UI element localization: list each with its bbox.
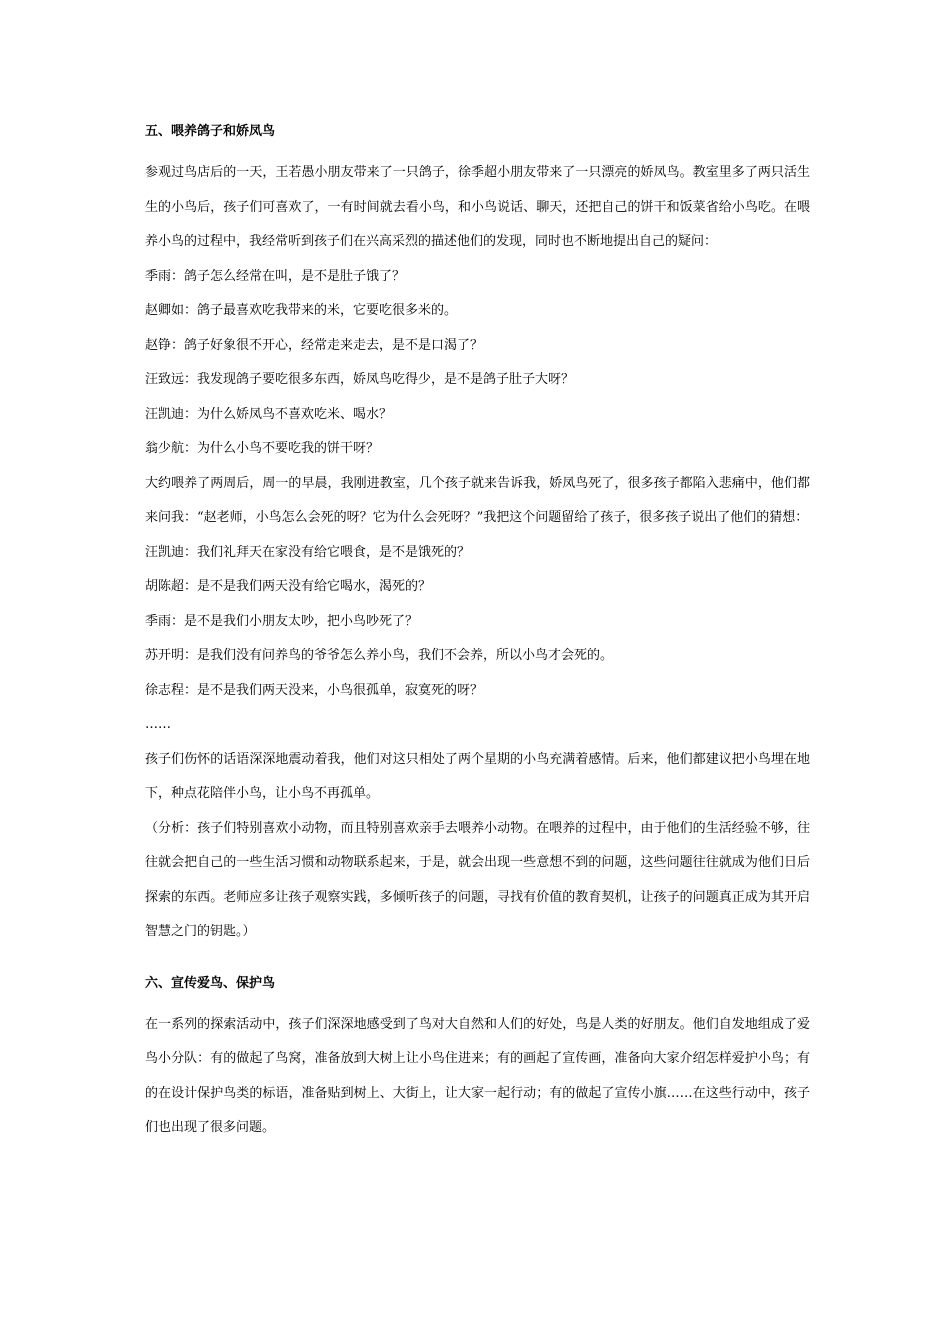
guess-line: 汪凯迪：我们礼拜天在家没有给它喂食，是不是饿死的？: [145, 544, 471, 560]
question-line: 赵卿如：鸽子最喜欢吃我带来的米，它要吃很多米的。: [145, 303, 458, 318]
section-five-heading: 五、喂养鸽子和娇凤鸟: [145, 124, 276, 139]
question-line: 翁少航：为什么小鸟不要吃我的饼干呀？: [145, 441, 380, 456]
guess-line: 徐志程：是不是我们两天没来，小鸟很孤单，寂寞死的呀？: [145, 682, 484, 698]
ellipsis-line: ……: [145, 717, 171, 732]
question-line: 季雨：鸽子怎么经常在叫，是不是肚子饿了？: [145, 268, 406, 284]
guess-line: 苏开明：是我们没有问养鸟的爷爷怎么养小鸟，我们不会养，所以小鸟才会死的。: [145, 648, 614, 663]
section-six-body: 在一系列的探索活动中，孩子们深深地感受到了鸟对大自然和人们的好处，鸟是人类的好朋友。他们自发地组成了爱鸟小分队：有的做起了鸟窝，准备放到大树上让小鸟住进来；有的画起了宣传画，准备向大家介绍怎样爱护小鸟；有的在设计保护鸟类的标语，准备贴到树上、大街上，让大家一起行动；有的做起了宣传小旗……在这些行动中，孩子们也出现了很多问题。: [145, 1016, 810, 1135]
event-paragraph: 大约喂养了两周后，周一的早晨，我刚进教室，几个孩子就来告诉我，娇凤鸟死了，很多孩子都陷入悲痛中，他们都来问我：“赵老师，小鸟怎么会死的呀？它为什么会死呀？”我把这个问题留给了孩子，很多孩子说出了他们的猜想：: [145, 475, 810, 525]
analysis-paragraph: （分析：孩子们特别喜欢小动物，而且特别喜欢亲手去喂养小动物。在喂养的过程中，由于他们的生活经验不够，往往就会把自己的一些生活习惯和动物联系起来，于是，就会出现一些意想不到的问题，这些问题往往就成为他们日后探索的东西。老师应多让孩子观察实践，多倾听孩子的问题，寻找有价值的教育契机，让孩子的问题真正成为其开启智慧之门的钥匙。）: [145, 820, 810, 939]
question-line: 赵铮：鸽子好象很不开心，经常走来走去，是不是口渴了？: [145, 337, 484, 353]
question-line: 汪致远：我发现鸽子要吃很多东西，娇凤鸟吃得少，是不是鸽子肚子大呀？: [145, 372, 575, 387]
question-line: 汪凯迪：为什么娇凤鸟不喜欢吃米、喝水？: [145, 406, 393, 422]
section-six-heading: 六、宣传爱鸟、保护鸟: [145, 975, 276, 991]
guess-line: 季雨：是不是我们小朋友太吵，把小鸟吵死了？: [145, 613, 419, 629]
guess-line: 胡陈超：是不是我们两天没有给它喝水，渴死的？: [145, 579, 432, 594]
document-content: [145, 122, 810, 1146]
conclusion-paragraph: 孩子们伤怀的话语深深地震动着我，他们对这只相处了两个星期的小鸟充满着感情。后来，他们都建议把小鸟埋在地下，种点花陪伴小鸟，让小鸟不再孤单。: [145, 751, 810, 801]
section-five-intro: 参观过鸟店后的一天，王若愚小朋友带来了一只鸽子，徐季超小朋友带来了一只漂亮的娇凤鸟。教室里多了两只活生生的小鸟后，孩子们可喜欢了，一有时间就去看小鸟，和小鸟说话、聊天，还把自己的饼干和饭菜省给小鸟吃。在喂养小鸟的过程中，我经常听到孩子们在兴高采烈的描述他们的发现，同时也不断地提出自己的疑问：: [145, 165, 810, 249]
